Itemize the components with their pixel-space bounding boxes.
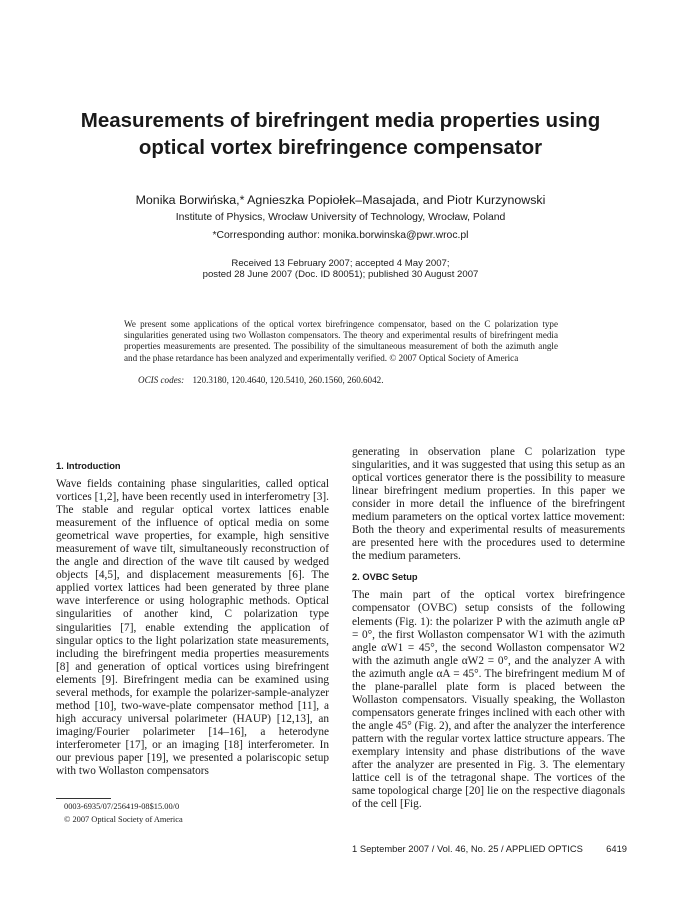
author-list: Monika Borwińska,* Agnieszka Popiołek–Masajada, and Piotr Kurzynowski xyxy=(135,193,546,207)
ovbc-paragraph: The main part of the optical vortex birefringence compensator (OVBC) setup consists of the following elements (Fig. 1): the polarizer P with the azimuth angle αP = 0°, the first Wollaston compensator W1 with the azimuth angle αW1 = 45°, the second Wollaston compensator W2 with the azimuth angle αW2 = 0°, and the analyzer A with the azimuth angle αA = 45°. The birefringent medium M of the plane-parallel plate form is placed between the Wollaston compensators. Visually speaking, the Wollaston compensators generate fringes inclined with each other with the angle 45° (Fig. 2), and after the analyzer the interference pattern with the regular vortex lattice structure appears. The exemplary intensity and phase distributions of the wave after the analyzer are presented in Fig. 3. The elementary lattice cell is of the tetragonal shape. The vortices of the same topological charge [20] lie on the respective diagonals of the cell [Fig. xyxy=(352,589,626,811)
ocis-label: OCIS codes: xyxy=(138,375,185,385)
footnote-issn: 0003-6935/07/256419-08$15.00/0 xyxy=(64,802,180,811)
title-line-2: optical vortex birefringence compensator xyxy=(138,136,543,159)
footnote-copyright: © 2007 Optical Society of America xyxy=(64,815,183,824)
right-column xyxy=(352,446,625,811)
journal-footer xyxy=(352,843,627,854)
corresponding-author: *Corresponding author: monika.borwinska@pwr.wroc.pl xyxy=(212,230,469,241)
ocis-codes xyxy=(138,375,383,385)
footnote-divider xyxy=(56,798,111,799)
section-heading-introduction: 1. Introduction xyxy=(56,461,121,471)
ocis-code-list: 120.3180, 120.4640, 120.5410, 260.1560, 260.6042. xyxy=(192,375,384,385)
paper-title xyxy=(40,107,641,161)
published-dates: posted 28 June 2007 (Doc. ID 80051); published 30 August 2007 xyxy=(202,269,479,280)
introduction-paragraph: Wave fields containing phase singularities, called optical vortices [1,2], have been recently used in interferometry [3]. The stable and regular optical vortex lattices enable measurement of the influence of optical media on some geometrical wave properties, for example, high sensitive measurement of wave tilt, simultaneously reconstruction of the angle and direction of the wave tilt caused by wedged objects [4,5], and displacement measurements [6]. The applied vortex lattices had been generated by three plane wave interference or using holographic methods. Optical singularities of another kind, C polarization type singularities [7], enable extending the application of singular optics to the light polarization state measurements, including the birefringent media properties measurements [8] and generation of optical vortices using birefringent elements [9]. Birefringent media can be examined using several methods, for example the polarizer-sample-analyzer method [10], two-wave-plate compensator method [11], a high accuracy universal polarimeter (HAUP) [12,13], an imaging/Fourier polarimeter [14–16], a heterodyne interferometer [17], or an imaging [18] interferometer. In our previous paper [19], we presented a polariscopic setup with two Wollaston compensators xyxy=(56,478,329,778)
affiliation: Institute of Physics, Wrocław University of Technology, Wrocław, Poland xyxy=(175,212,506,223)
received-dates: Received 13 February 2007; accepted 4 May 2007; xyxy=(231,258,450,269)
journal-citation: 1 September 2007 / Vol. 46, No. 25 / APPLIED OPTICS xyxy=(352,843,583,854)
left-column xyxy=(56,460,329,778)
page-number: 6419 xyxy=(606,843,627,854)
title-line-1: Measurements of birefringent media properties using xyxy=(80,109,601,132)
abstract: We present some applications of the optical vortex birefringence compensator, based on the C polarization type singularities generated using two Wollaston compensators. The theory and experimental results of birefringent media properties measurements are presented. The possibility of the simultaneous measurement of both the azimuth angle and the phase retardance has been analyzed and experimentally verified. © 2007 Optical Society of America xyxy=(124,319,558,363)
section-heading-ovbc-setup: 2. OVBC Setup xyxy=(352,572,418,583)
introduction-continued: generating in observation plane C polarization type singularities, and it was suggested that using this setup as an optical vortices generator there is the possibility to measure linear birefringent medium properties. In this paper we consider in more detail the influence of the birefringent medium parameters on the optical vortex lattice movement: Both the theory and experimental results of measurements are presented here with the procedures used to determine the medium parameters. xyxy=(352,446,625,563)
